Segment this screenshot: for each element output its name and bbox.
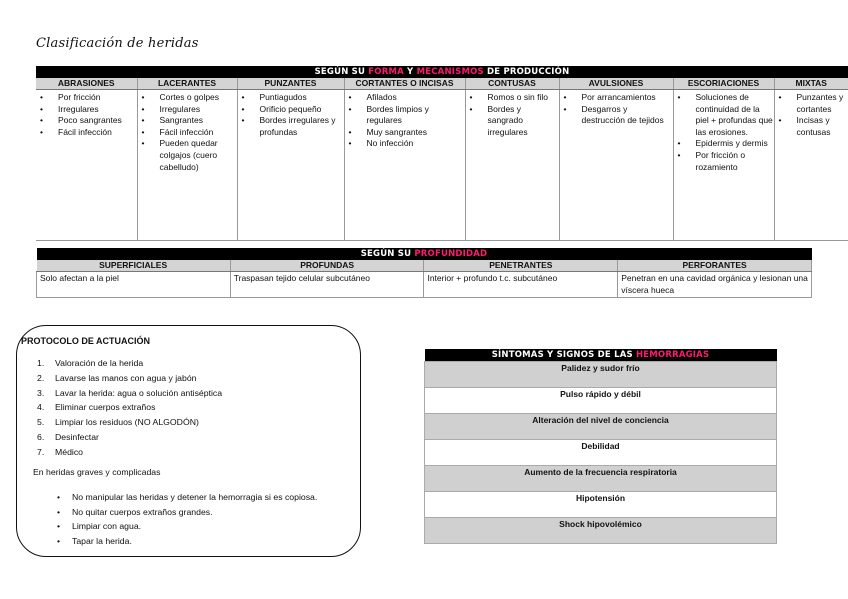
hemorragias-table (424, 349, 777, 544)
protocolo-step (21, 371, 222, 386)
list-item: • Por fricción (36, 92, 137, 104)
step-text: Lavar la herida: agua o solución antiséptica (55, 387, 223, 398)
step-text: Limpiar los residuos (NO ALGODÓN) (55, 417, 199, 428)
forma-col-header: ABRASIONES (36, 78, 137, 90)
forma-col-header: LACERANTES (137, 78, 237, 90)
step-number: 3. (37, 387, 45, 398)
hemorragia-sign: Pulso rápido y débil (425, 388, 777, 414)
forma-col-header: PUNZANTES (237, 78, 344, 90)
list-item: • Bordes y sangrado irregulares (466, 104, 559, 139)
list-item: • Por fricción o rozamiento (674, 150, 774, 173)
list-item: • Desgarros y destrucción de tejidos (560, 104, 673, 127)
grave-item: • No quitar cuerpos extraños grandes. (21, 505, 317, 520)
forma-col-cell (237, 90, 344, 241)
profundidad-col-cell: Penetran en una cavidad orgánica y lesionan una víscera hueca (618, 272, 812, 298)
protocolo-step (21, 415, 222, 430)
list-item: • Fácil infección (138, 127, 237, 139)
hemorragias-header: SÍNTOMAS Y SIGNOS DE LAS HEMORRAGIAS (425, 349, 777, 362)
forma-col-cell (559, 90, 673, 241)
list-item: • Poco sangrantes (36, 115, 137, 127)
forma-col-header: ESCORIACIONES (673, 78, 774, 90)
page-title: Clasificación de heridas (36, 36, 199, 51)
hemorragia-sign: Alteración del nivel de conciencia (425, 414, 777, 440)
step-number: 6. (37, 431, 45, 442)
step-text: Eliminar cuerpos extraños (55, 402, 156, 413)
profundidad-col-header: PENETRANTES (424, 260, 618, 272)
forma-col-cell (36, 90, 137, 241)
protocolo-step (21, 400, 222, 415)
protocolo-box (16, 325, 361, 557)
list-item: • Por arrancamientos (560, 92, 673, 104)
forma-header: SEGÚN SU FORMA Y MECANISMOS DE PRODUCCIÓN (36, 66, 848, 78)
list-item: • Pueden quedar colgajos (cuero cabelludo) (138, 138, 237, 173)
forma-col-cell (774, 90, 848, 241)
list-item: • Fácil infección (36, 127, 137, 139)
grave-title: En heridas graves y complicadas (33, 467, 161, 477)
forma-col-list (674, 92, 774, 173)
table-row (425, 518, 777, 544)
step-number: 7. (37, 446, 45, 457)
forma-col-list (466, 92, 559, 138)
list-item: • Cortes o golpes (138, 92, 237, 104)
profundidad-col-header: PROFUNDAS (230, 260, 424, 272)
list-item: • Punzantes y cortantes (775, 92, 848, 115)
list-item: • Puntiagudos (238, 92, 344, 104)
table-row (425, 492, 777, 518)
forma-col-list (345, 92, 465, 150)
hemorragia-sign: Debilidad (425, 440, 777, 466)
table-row (425, 414, 777, 440)
list-item: • Soluciones de continuidad de la piel + profundas que las erosiones. (674, 92, 774, 138)
grave-item: • Limpiar con agua. (21, 519, 317, 534)
profundidad-header: SEGÚN SU PROFUNDIDAD (37, 248, 812, 260)
list-item: • Epidermis y dermis (674, 138, 774, 150)
list-item: • Bordes irregulares y profundas (238, 115, 344, 138)
list-item: • No infección (345, 138, 465, 150)
profundidad-col-header: PERFORANTES (618, 260, 812, 272)
list-item: • Sangrantes (138, 115, 237, 127)
list-item: • Irregulares (138, 104, 237, 116)
forma-col-list (238, 92, 344, 138)
list-item: • Orificio pequeño (238, 104, 344, 116)
forma-col-list (138, 92, 237, 173)
table-row (425, 388, 777, 414)
profundidad-table (36, 248, 812, 298)
list-item: • Afilados (345, 92, 465, 104)
hemorragia-sign: Palidez y sudor frío (425, 362, 777, 388)
step-number: 5. (37, 417, 45, 428)
step-text: Lavarse las manos con agua y jabón (55, 372, 197, 383)
step-number: 2. (37, 372, 45, 383)
list-item: • Muy sangrantes (345, 127, 465, 139)
forma-col-cell (673, 90, 774, 241)
table-row (425, 362, 777, 388)
forma-col-header: CONTUSAS (465, 78, 559, 90)
forma-col-cell (465, 90, 559, 241)
protocolo-step (21, 430, 222, 445)
protocolo-step (21, 356, 222, 371)
table-row (425, 466, 777, 492)
profundidad-col-header: SUPERFICIALES (37, 260, 231, 272)
grave-item: • Tapar la herida. (21, 534, 317, 549)
hemorragia-sign: Aumento de la frecuencia respiratoria (425, 466, 777, 492)
step-number: 1. (37, 358, 45, 368)
list-item: • Romos o sin filo (466, 92, 559, 104)
step-text: Médico (55, 446, 84, 457)
list-item: • Bordes limpios y regulares (345, 104, 465, 127)
protocolo-title: PROTOCOLO DE ACTUACIÓN (21, 336, 151, 346)
profundidad-col-cell: Solo afectan a la piel (37, 272, 231, 298)
hemorragia-sign: Shock hipovolémico (425, 518, 777, 544)
protocolo-step (21, 445, 222, 460)
forma-col-cell (344, 90, 465, 241)
protocolo-steps (21, 356, 222, 460)
forma-table (36, 66, 848, 241)
forma-col-header: CORTANTES O INCISAS (344, 78, 465, 90)
list-item: • Incisas y contusas (775, 115, 848, 138)
profundidad-column-headers (37, 260, 812, 272)
grave-list (21, 490, 317, 548)
step-number: 4. (37, 402, 45, 413)
profundidad-col-cell: Traspasan tejido celular subcutáneo (230, 272, 424, 298)
forma-col-header: AVULSIONES (559, 78, 673, 90)
forma-col-cell (137, 90, 237, 241)
forma-col-header: MIXTAS (774, 78, 848, 90)
grave-item: • No manipular las heridas y detener la hemorragia si es copiosa. (21, 490, 317, 505)
profundidad-column-cells (37, 272, 812, 298)
forma-col-list (560, 92, 673, 127)
step-text: Desinfectar (55, 431, 99, 442)
hemorragia-sign: Hipotensión (425, 492, 777, 518)
table-row (425, 440, 777, 466)
protocolo-step (21, 386, 222, 401)
list-item: • Irregulares (36, 104, 137, 116)
forma-column-cells (36, 90, 848, 241)
forma-column-headers (36, 78, 848, 90)
profundidad-col-cell: Interior + profundo t.c. subcutáneo (424, 272, 618, 298)
forma-col-list (36, 92, 137, 138)
step-text: Valoración de la herida (55, 358, 144, 368)
forma-col-list (775, 92, 848, 138)
